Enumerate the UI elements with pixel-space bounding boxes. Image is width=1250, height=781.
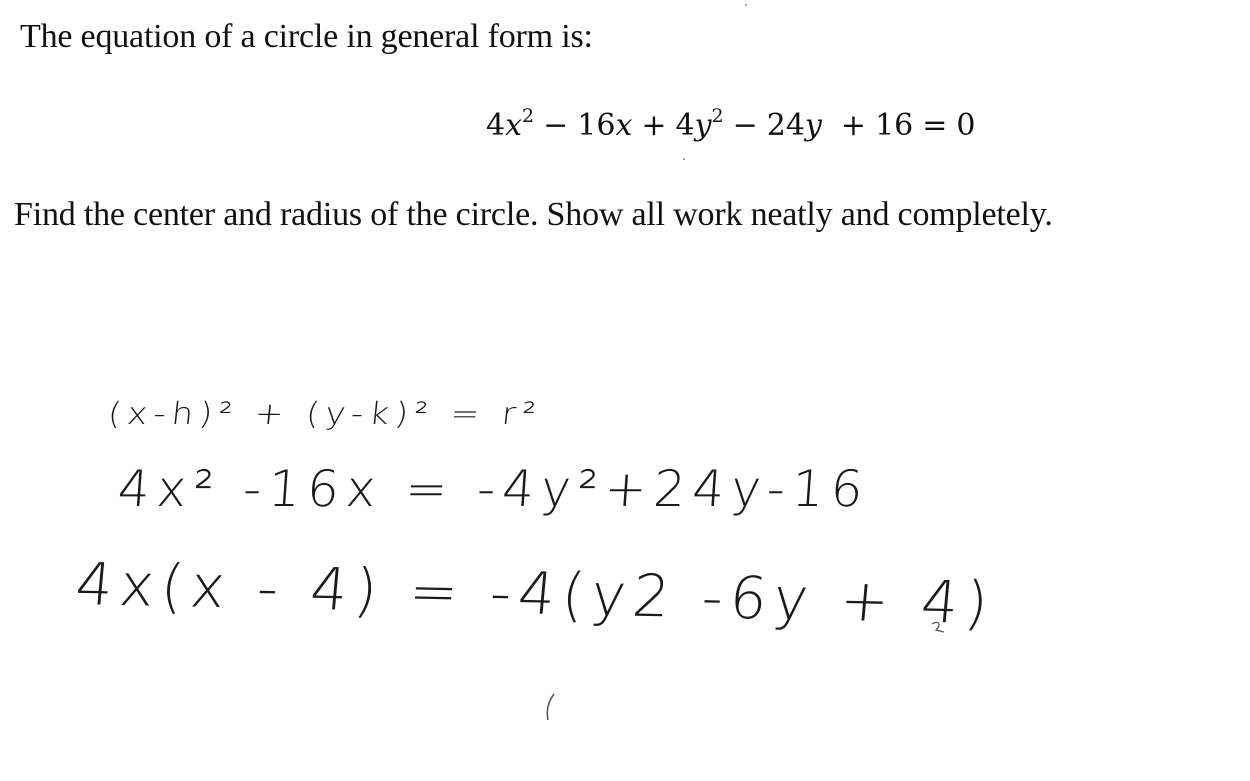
eq-op4: + xyxy=(840,108,867,143)
handwritten-step-rearrange: 4x² -16x = -4y²+24y-16 xyxy=(115,460,872,518)
prompt-intro: The equation of a circle in general form is: xyxy=(20,18,593,55)
eq-term1-exp: 2 xyxy=(522,105,535,127)
stray-pencil-mark xyxy=(540,692,560,722)
eq-op2: + xyxy=(641,108,667,143)
eq-op3: − xyxy=(732,108,758,143)
handwritten-step-factor: 4x(x - 4) = -4(y2 -6y + 4) xyxy=(72,550,998,638)
eq-term1-coef: 4 xyxy=(486,108,506,143)
circle-equation xyxy=(486,105,976,143)
handwritten-standard-form: (x-h)² + (y-k)² = r² xyxy=(106,396,544,432)
eq-term5: 16 xyxy=(875,108,914,143)
handwritten-work xyxy=(0,360,1250,760)
eq-term3-var: y xyxy=(694,108,712,143)
eq-term2-coef: 16 xyxy=(577,108,616,143)
eq-equals: = xyxy=(922,108,948,143)
eq-term2-var: x xyxy=(615,108,633,143)
eq-rhs: 0 xyxy=(956,108,976,143)
eq-term3-exp: 2 xyxy=(711,105,724,127)
eq-term1-var: x xyxy=(505,108,523,143)
paper-speck xyxy=(745,4,747,6)
eq-op1: − xyxy=(543,108,569,143)
eq-term4-var: y xyxy=(804,108,822,143)
paper-speck xyxy=(683,158,685,160)
stray-superscript-mark xyxy=(928,618,950,640)
eq-term4-coef: 24 xyxy=(766,108,805,143)
eq-term3-coef: 4 xyxy=(675,108,695,143)
prompt-task: Find the center and radius of the circle. Show all work neatly and completely. xyxy=(14,196,1053,233)
